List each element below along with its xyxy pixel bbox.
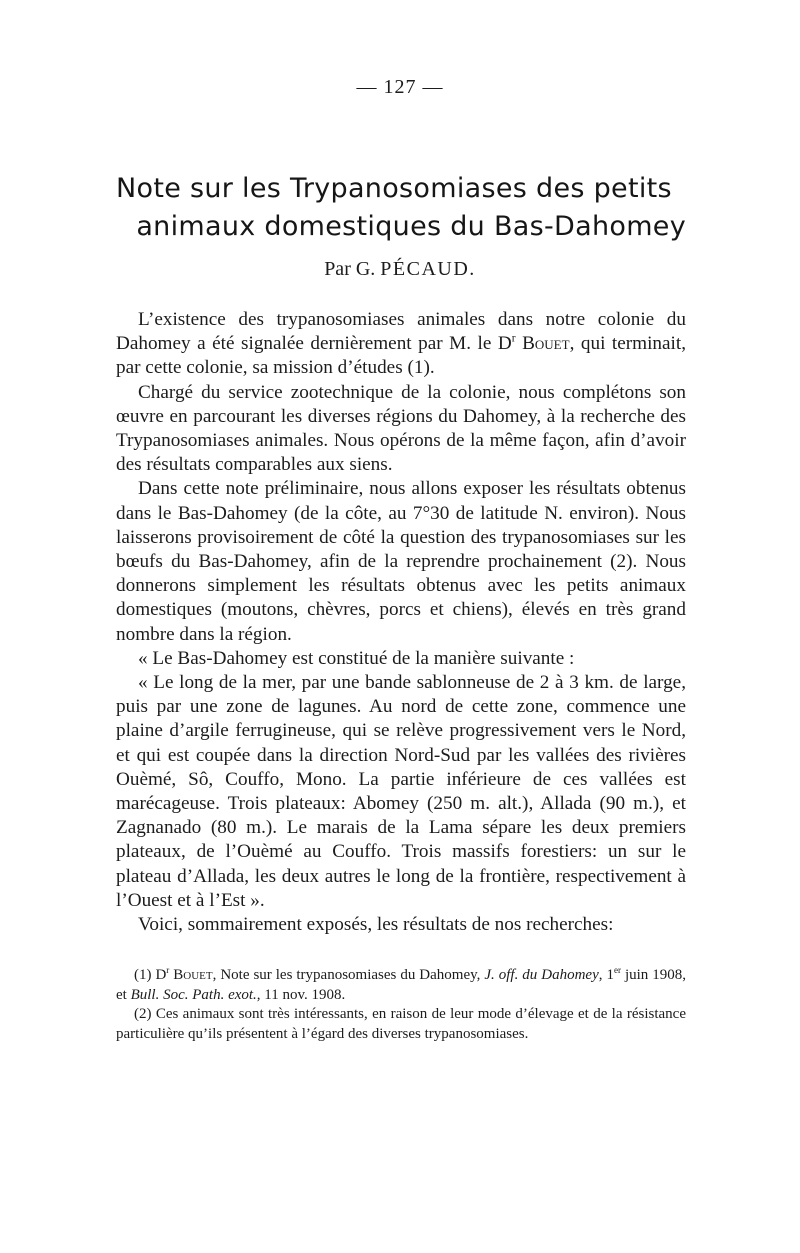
article-body — [116, 308, 686, 937]
paragraph-4: « Le Bas-Dahomey est constitué de la manière suivante : — [138, 647, 575, 669]
page-number: — 127 — — [356, 76, 444, 98]
footnote-1-num: (1) D — [134, 967, 167, 983]
footnote-1-name: Bouet — [173, 967, 213, 983]
footnote-1-date-sup: er — [613, 965, 621, 975]
paragraph-1-text-a: L’existence des trypanosomiases animales dans notre colonie du Dahomey a été signalée dernièrement par M. le D — [116, 309, 686, 355]
byline-prefix: Par G. — [324, 258, 376, 280]
byline — [0, 258, 800, 281]
article-title-line-2: animaux domestiques du Bas-Dahomey — [136, 211, 686, 242]
paragraph-1 — [116, 308, 686, 381]
footnotes — [116, 966, 686, 1044]
footnote-1-sup: r — [166, 965, 170, 975]
footnote-2: (2) Ces animaux sont très intéressants, en raison de leur mode d’élevage et de la résistance particulière qu’ils présentent à l’égard des diverses trypanosomiases. — [116, 1006, 686, 1042]
author-name: PÉCAUD. — [380, 258, 476, 280]
paragraph-2: Chargé du service zootechnique de la colonie, nous complétons son œuvre en parcourant les diverses régions du Dahomey, à la recherche des Trypanosomiases animales. Nous opérons de la même façon, afin d’avoir des résultats comparables aux siens. — [116, 381, 686, 476]
paragraph-3: Dans cette note préliminaire, nous allons exposer les résultats obtenus dans le Bas-Dahomey (de la côte, au 7°30 de latitude N. environ). Nous laisserons provisoirement de côté la question des trypanosomiases sur les bœufs du Bas-Dahomey, afin de la reprendre prochainement (2). Nous donnerons simplement les résultats obtenus avec les petits animaux domestiques (moutons, chèvres, porcs et chiens), élevés en très grand nombre dans la région. — [116, 478, 686, 645]
footnote-1-text: , Note sur les trypanosomiases du Dahomey, — [212, 967, 485, 983]
paragraph-1-name: Bouet — [522, 333, 570, 355]
article-title-line-1: Note sur les Trypanosomiases des petits — [116, 173, 672, 204]
footnote-1 — [116, 966, 686, 1005]
footnote-1-date-a: , 1 — [598, 967, 614, 983]
paragraph-5: « Le long de la mer, par une bande sablonneuse de 2 à 3 km. de large, puis par une zone de lagunes. Au nord de cette zone, commence une plaine d’argile ferrugineuse, qui se relève progressivement vers le Nord, et qui est coupée dans la direction Nord-Sud par les vallées des rivières Ouèmé, Sô, Couffo, Mono. La partie inférieure de ces vallées est marécageuse. Trois plateaux: Abomey (250 m. alt.), Allada (90 m.), et Zagnanado (80 m.). Le marais de la Lama sépare les deux premiers plateaux, de l’Ouèmé au Couffo. Trois massifs forestiers: un sur le plateau d’Allada, les deux autres le long de la frontière, respectivement à l’Ouest et à l’Est ». — [116, 672, 686, 911]
paragraph-1-sup: r — [511, 332, 516, 345]
paragraph-6: Voici, sommairement exposés, les résultats de nos recherches: — [138, 914, 614, 936]
footnote-1-date-b: juin 1908, et — [116, 967, 687, 1003]
footnote-1-journal: J. off. du Dahomey — [484, 967, 599, 983]
footnote-1-end: , 11 nov. 1908. — [256, 986, 346, 1003]
footnote-1-bulletin: Bull. Soc. Path. exot. — [130, 986, 257, 1003]
paragraph-1-text-b: , qui terminait, par cette colonie, sa mission d’études (1). — [116, 333, 686, 379]
